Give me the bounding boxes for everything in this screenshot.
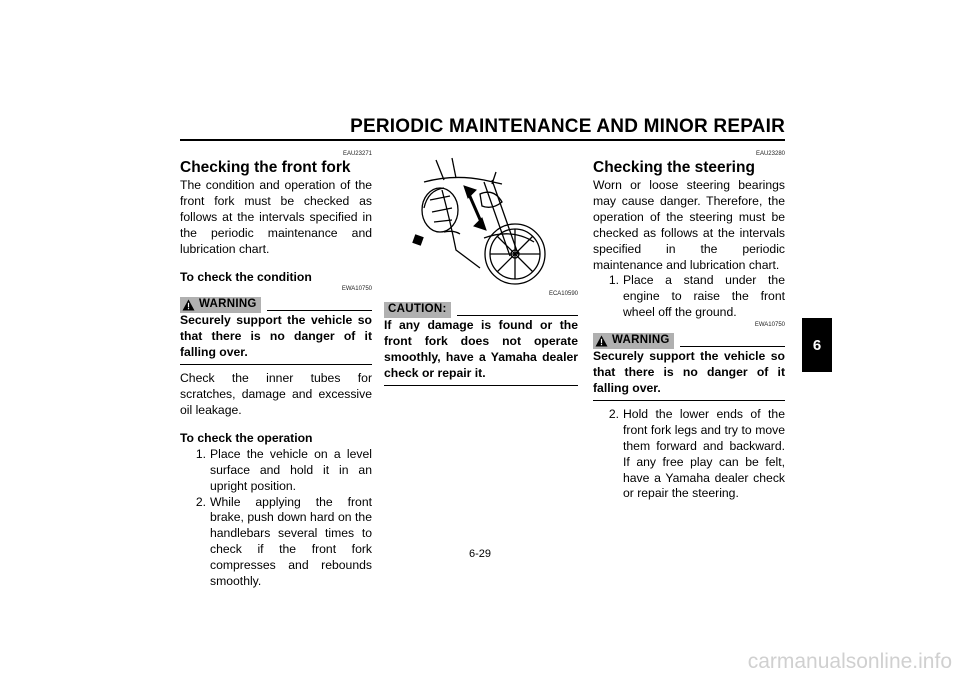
caution-code: ECA10590 (548, 290, 578, 297)
front-fork-illustration (384, 150, 578, 285)
step-text: Hold the lower ends of the front fork legs and try to move them forward and backward. If any free play can be felt, have a Yamaha dealer check or repair the steering. (623, 406, 785, 501)
middle-column (384, 150, 578, 392)
step-text: While applying the front brake, push down hard on the handlebars several times to check if the front fork compresses and rebounds smoothly. (210, 494, 372, 589)
page-header-title: PERIODIC MAINTENANCE AND MINOR REPAIR (350, 116, 785, 137)
section-code: EAU23271 (342, 151, 372, 157)
steering-section (593, 150, 785, 502)
section-title: Checking the front fork (180, 159, 351, 176)
check-paragraph: Check the inner tubes for scratches, damage and excessive oil leakage. (180, 371, 372, 417)
warning-rule (267, 310, 372, 311)
warning-code: EWA10750 (341, 286, 372, 293)
intro-paragraph: The condition and operation of the front fork must be checked as follows at the intervals specified in the periodic maintenance and lubrication chart. (180, 178, 372, 256)
step-number: 1. (195, 446, 206, 461)
warning-badge (593, 333, 674, 349)
warning-label: WARNING (612, 334, 670, 347)
list-item (593, 407, 785, 502)
caution-label: CAUTION: (384, 302, 451, 318)
warning-badge (180, 297, 261, 313)
step-number: 2. (608, 406, 619, 421)
caution-rule (457, 315, 578, 316)
chapter-tab: 6 (802, 318, 832, 372)
list-item (593, 273, 785, 321)
list-item (180, 447, 372, 495)
page-number: 6-29 (468, 548, 492, 560)
warning-banner (180, 295, 372, 313)
warning-rule (680, 346, 785, 347)
caution-banner (384, 300, 578, 318)
warning-triangle-icon (595, 335, 608, 347)
caution-text: If any damage is found or the front fork does not operate smoothly, have a Yamaha dealer check or repair it. (384, 318, 578, 386)
section-title: Checking the steering (593, 159, 755, 176)
subheading-condition: To check the condition (180, 269, 312, 284)
step-number: 2. (195, 494, 206, 509)
warning-code: EWA10750 (754, 322, 785, 329)
section-code: EAU23280 (755, 151, 785, 157)
front-fork-section (180, 150, 372, 590)
warning-text: Securely support the vehicle so that there is no danger of it falling over. (180, 313, 372, 365)
step-text: Place a stand under the engine to raise the front wheel off the ground. (623, 273, 785, 320)
step-number: 1. (608, 273, 619, 288)
list-item (180, 495, 372, 590)
warning-text: Securely support the vehicle so that there is no danger of it falling over. (593, 349, 785, 401)
warning-triangle-icon (182, 299, 195, 311)
warning-label: WARNING (199, 298, 257, 311)
header-rule (180, 139, 785, 141)
watermark: carmanualsonline.info (747, 650, 952, 673)
warning-banner (593, 331, 785, 349)
intro-paragraph: Worn or loose steering bearings may cause danger. Therefore, the operation of the steering must be checked as follows at the intervals specified in the periodic maintenance and lubrication chart. (593, 178, 785, 272)
subheading-operation: To check the operation (180, 430, 313, 445)
step-text: Place the vehicle on a level surface and hold it in an upright position. (210, 446, 372, 493)
